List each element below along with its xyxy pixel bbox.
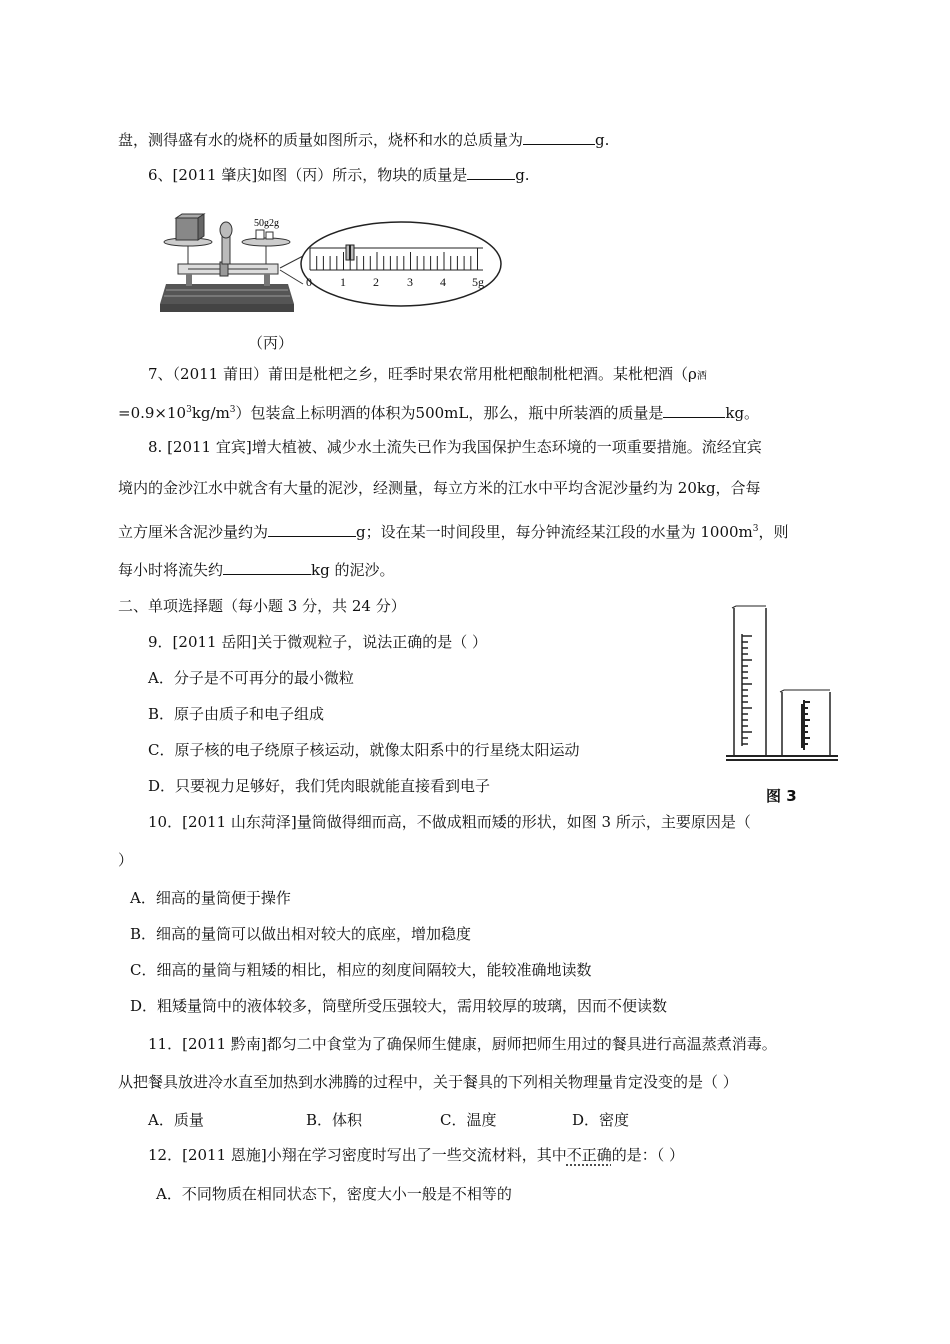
option-11b: B．体积: [306, 1111, 363, 1129]
option-9c: C．原子核的电子绕原子核运动，就像太阳系中的行星绕太阳运动: [148, 741, 580, 759]
answer-blank[interactable]: [523, 130, 595, 145]
option-9b: B．原子由质子和电子组成: [148, 705, 325, 723]
tick-label: 4: [440, 275, 446, 289]
question-7-line1: 7、（2011 莆田）莆田是枇杷之乡，旺季时果农常用枇杷酿制枇杷酒。某枇杷酒（ρ酒: [148, 365, 707, 383]
answer-blank[interactable]: [663, 403, 725, 418]
option-10d: D．粗矮量筒中的液体较多，筒壁所受压强较大，需用较厚的玻璃，因而不便读数: [130, 997, 668, 1015]
weights-label: 50g2g: [254, 218, 279, 229]
emphasis-dotted: 不正确: [566, 1146, 612, 1164]
option-11d: D．密度: [572, 1111, 630, 1129]
question-11-line1: 11．[2011 黔南]都匀二中食堂为了确保师生健康，厨师把师生用过的餐具进行高温蒸煮消毒。: [148, 1035, 777, 1053]
question-8-line4: 每小时将流失约 kg 的泥沙。: [118, 561, 395, 579]
option-12a: A．不同物质在相同状态下，密度大小一般是不相等的: [156, 1185, 512, 1203]
question-10: 10．[2011 山东菏泽]量筒做得细而高，不做成粗而矮的形状，如图 3 所示，主要原因是（: [148, 813, 751, 831]
tick-label: 1: [340, 275, 346, 289]
cylinders-figure: [722, 604, 842, 770]
figure-caption-bing: （丙）: [248, 334, 294, 352]
option-10b: B．细高的量筒可以做出相对较大的底座，增加稳度: [130, 925, 472, 943]
figure-caption-3: 图 3: [766, 787, 797, 805]
answer-blank[interactable]: [223, 560, 311, 575]
question-12: 12．[2011 恩施]小翔在学习密度时写出了一些交流材料，其中不正确的是：（ ）: [148, 1146, 685, 1164]
question-11-line2: 从把餐具放进冷水直至加热到水沸腾的过程中，关于餐具的下列相关物理量肯定没变的是（ ）: [118, 1073, 738, 1091]
question-5-continuation: 盘，测得盛有水的烧杯的质量如图所示，烧杯和水的总质量为 g.: [118, 131, 610, 149]
tick-label: 2: [373, 275, 379, 289]
tall-cylinder-scale: [742, 634, 752, 746]
option-11a: A．质量: [148, 1111, 204, 1129]
tick-label: 0: [306, 275, 312, 289]
option-9a: A．分子是不可再分的最小微粒: [148, 669, 354, 687]
option-10a: A．细高的量筒便于操作: [130, 889, 291, 907]
option-10c: C．细高的量筒与粗矮的相比，相应的刻度间隔较大，能较准确地读数: [130, 961, 592, 979]
tick-label: 5g: [472, 275, 484, 289]
tick-label: 3: [407, 275, 413, 289]
balance-figure: [158, 212, 503, 324]
answer-blank[interactable]: [268, 522, 356, 537]
answer-blank[interactable]: [467, 165, 515, 180]
question-8-line3: 立方厘米含泥沙量约为 g；设在某一时间段里，每分钟流经某江段的水量为 $1000m^3$，则: [118, 523, 789, 541]
question-8-line2: 境内的金沙江水中就含有大量的泥沙，经测量，每立方米的江水中平均含泥沙量约为 20kg，合每: [118, 479, 761, 497]
question-9: 9．[2011 岳阳]关于微观粒子，说法正确的是（ ）: [148, 633, 487, 651]
question-8-line1: 8. [2011 宜宾]增大植被、减少水土流失已作为我国保护生态环境的一项重要措施。流经宜宾: [148, 438, 762, 456]
option-9d: D．只要视力足够好，我们凭肉眼就能直接看到电子: [148, 777, 491, 795]
short-cylinder-scale: [802, 700, 810, 750]
question-10-close: ）: [118, 851, 134, 869]
question-7-line2: $=0.9\times 10^3kg/m^3$）包装盒上标明酒的体积为500mL，那么，瓶中所装酒的质量是 kg。: [118, 404, 760, 422]
section-heading: 二、单项选择题（每小题 3 分，共 24 分）: [118, 597, 406, 615]
option-11c: C．温度: [440, 1111, 497, 1129]
question-6: 6、[2011 肇庆]如图（丙）所示，物块的质量是 g.: [148, 166, 530, 184]
